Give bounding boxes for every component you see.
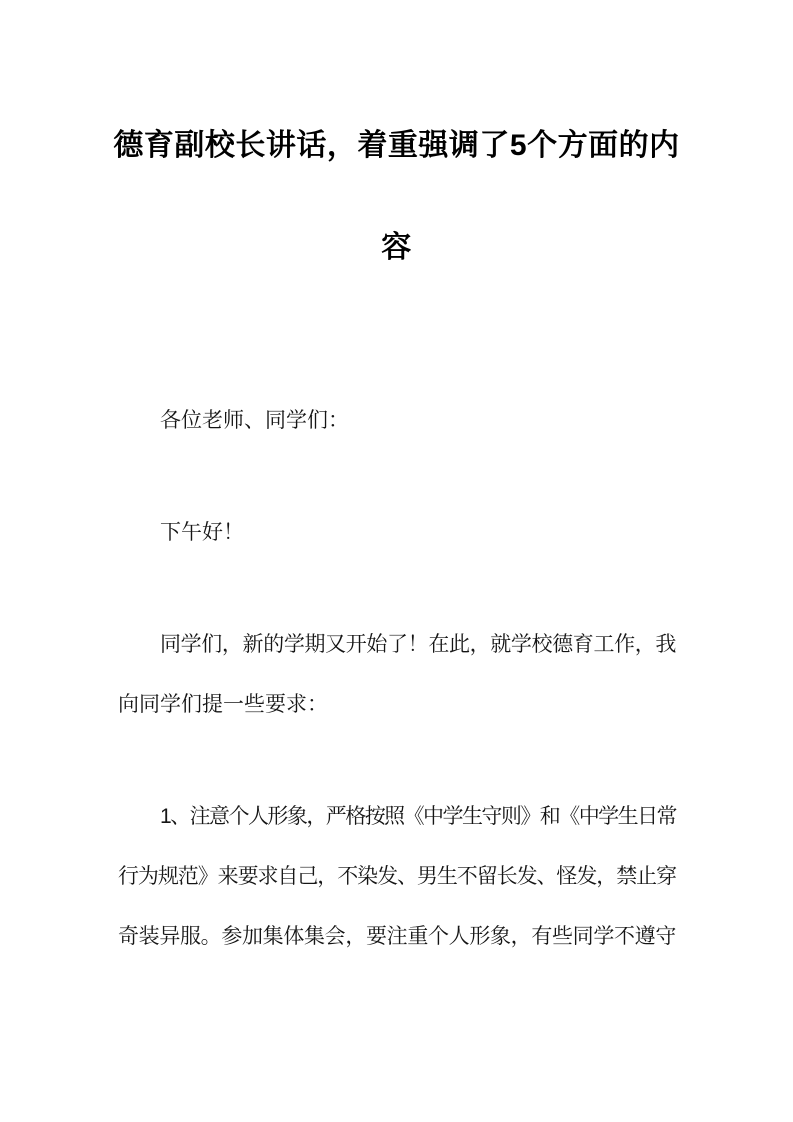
text-line-content: 同学们，新的学期又开始了！在此，就学校德育工作，我 [160, 633, 676, 656]
text-line-content: 各位老师、同学们： [160, 409, 349, 432]
paragraph-greeting [118, 503, 676, 563]
document-body [0, 391, 793, 967]
text-line [118, 787, 676, 847]
text-line-content: 行为规范》来要求自己，不染发、男生不留长发、怪发，禁止穿 [118, 865, 676, 888]
text-line [118, 391, 676, 451]
paragraph-salutation [118, 391, 676, 451]
document-title [0, 95, 793, 299]
text-line [118, 847, 676, 907]
title-line-2: 容 [381, 231, 412, 264]
text-line-content: 1、注意个人形象，严格按照《中学生守则》和《中学生日常 [160, 805, 676, 828]
text-line [118, 615, 676, 675]
text-line [118, 675, 676, 735]
paragraph-point-1 [118, 787, 676, 967]
text-line-content: 下午好！ [160, 521, 244, 544]
title-line-1: 德育副校长讲话，着重强调了5个方面的内 [113, 129, 680, 162]
text-line-content: 奇装异服。参加集体集会，要注重个人形象，有些同学不遵守 [118, 925, 676, 948]
paragraph-opening [118, 615, 676, 735]
text-line-content: 向同学们提一些要求： [118, 693, 328, 716]
text-line [118, 503, 676, 563]
text-line [118, 907, 676, 967]
